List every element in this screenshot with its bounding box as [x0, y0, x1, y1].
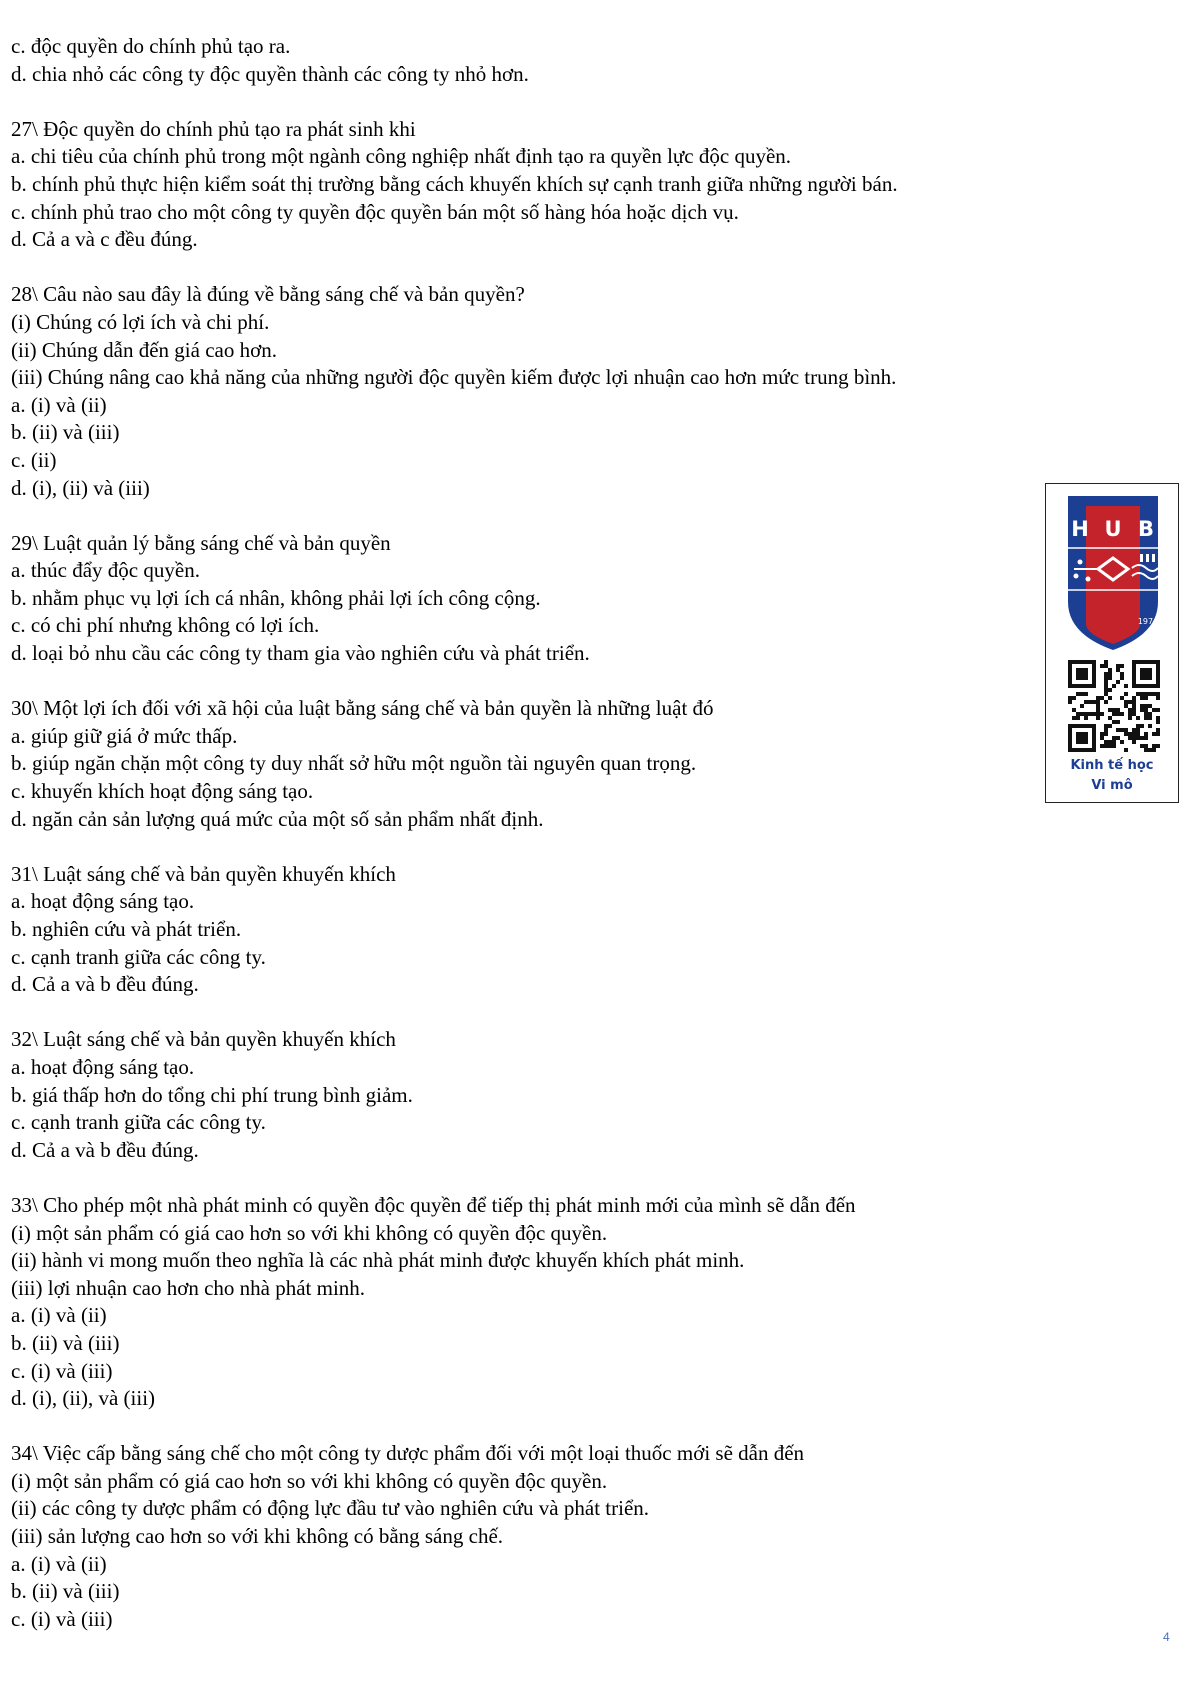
- question-stem: 29\ Luật quản lý bằng sáng chế và bản quyền: [11, 530, 391, 555]
- question-stem: 28\ Câu nào sau đây là đúng về bằng sáng chế và bản quyền?: [11, 282, 525, 307]
- answer-line: a. hoạt động sáng tạo.: [11, 1054, 195, 1079]
- question-stem: 27\ Độc quyền do chính phủ tạo ra phát sinh khi: [11, 116, 416, 141]
- answer-line: d. loại bỏ nhu cầu các công ty tham gia vào nghiên cứu và phát triển.: [11, 641, 590, 666]
- logo-year: 1976: [1137, 617, 1159, 626]
- paragraph-gap: [11, 254, 1051, 282]
- answer-line: d. (i), (ii) và (iii): [11, 475, 150, 500]
- answer-line: b. chính phủ thực hiện kiểm soát thị trường bằng cách khuyến khích sự cạnh tranh giữa những người bán.: [11, 171, 898, 196]
- paragraph-gap: [11, 1164, 1051, 1192]
- page-number: 4: [1163, 1630, 1170, 1644]
- answer-line: b. nhằm phục vụ lợi ích cá nhân, không phải lợi ích công cộng.: [11, 585, 541, 610]
- answer-line: (ii) các công ty dược phẩm có động lực đầu tư vào nghiên cứu và phát triển.: [11, 1496, 650, 1521]
- question-stem: 33\ Cho phép một nhà phát minh có quyền độc quyền để tiếp thị phát minh mới của mình sẽ dẫn đến: [11, 1192, 856, 1217]
- answer-line: c. (i) và (iii): [11, 1358, 113, 1383]
- logo-letter-b: B: [1137, 517, 1155, 541]
- answer-line: b. (ii) và (iii): [11, 420, 120, 445]
- paragraph-gap: [11, 88, 1051, 116]
- answer-line: (i) một sản phẩm có giá cao hơn so với khi không có quyền độc quyền.: [11, 1220, 608, 1245]
- answer-line: d. Cả a và c đều đúng.: [11, 227, 198, 252]
- badge-caption-title: Kinh tế học: [1070, 758, 1154, 773]
- answer-line: b. giúp ngăn chặn một công ty duy nhất sở hữu một nguồn tài nguyên quan trọng.: [11, 751, 697, 776]
- answer-line: b. nghiên cứu và phát triển.: [11, 917, 242, 941]
- question-stem: 31\ Luật sáng chế và bản quyền khuyến khích: [11, 861, 396, 886]
- document-body: [11, 33, 1051, 1633]
- answer-line: (i) một sản phẩm có giá cao hơn so với khi không có quyền độc quyền.: [11, 1468, 608, 1493]
- answer-line: d. ngăn cản sản lượng quá mức của một số sản phẩm nhất định.: [11, 806, 544, 831]
- answer-line: a. giúp giữ giá ở mức thấp.: [11, 723, 238, 748]
- answer-line: a. (i) và (ii): [11, 1551, 107, 1576]
- answer-line: (ii) Chúng dẫn đến giá cao hơn.: [11, 337, 277, 362]
- answer-line: b. (ii) và (iii): [11, 1579, 120, 1604]
- answer-line: d. (i), (ii), và (iii): [11, 1386, 156, 1411]
- answer-line: (i) Chúng có lợi ích và chi phí.: [11, 309, 270, 334]
- badge-caption-subtitle: Vi mô: [1091, 778, 1133, 793]
- question-stem: 34\ Việc cấp bằng sáng chế cho một công ty dược phẩm đối với một loại thuốc mới sẽ dẫn đến: [11, 1441, 805, 1466]
- question-stem: 30\ Một lợi ích đối với xã hội của luật bằng sáng chế và bản quyền là những luật đó: [11, 696, 714, 721]
- answer-line: c. cạnh tranh giữa các công ty.: [11, 944, 266, 969]
- answer-line: c. khuyến khích hoạt động sáng tạo.: [11, 779, 314, 804]
- answer-line: c. cạnh tranh giữa các công ty.: [11, 1110, 266, 1135]
- answer-line: b. giá thấp hơn do tổng chi phí trung bình giảm.: [11, 1082, 413, 1107]
- answer-line: (iii) Chúng nâng cao khả năng của những người độc quyền kiếm được lợi nhuận cao hơn mức trung bình.: [11, 365, 897, 390]
- answer-line: c. có chi phí nhưng không có lợi ích.: [11, 613, 320, 638]
- hub-logo-graphic: [1046, 484, 1180, 804]
- paragraph-gap: [11, 502, 1051, 530]
- answer-line: (iii) lợi nhuận cao hơn cho nhà phát minh.: [11, 1275, 366, 1300]
- answer-line: (ii) hành vi mong muốn theo nghĩa là các nhà phát minh được khuyến khích phát minh.: [11, 1248, 745, 1273]
- answer-line: c. độc quyền do chính phủ tạo ra.: [11, 34, 291, 58]
- answer-line: c. (ii): [11, 447, 57, 472]
- answer-line: a. thúc đẩy độc quyền.: [11, 558, 200, 583]
- hub-badge: [1045, 483, 1179, 803]
- paragraph-gap: [11, 833, 1051, 861]
- answer-line: d. Cả a và b đều đúng.: [11, 1137, 199, 1162]
- answer-line: a. (i) và (ii): [11, 392, 107, 417]
- logo-letter-u: U: [1104, 517, 1122, 541]
- answer-line: d. Cả a và b đều đúng.: [11, 972, 199, 997]
- answer-line: b. (ii) và (iii): [11, 1330, 120, 1355]
- answer-line: c. (i) và (iii): [11, 1606, 113, 1631]
- answer-line: a. chi tiêu của chính phủ trong một ngành công nghiệp nhất định tạo ra quyền lực độc quyền.: [11, 144, 792, 169]
- qr-code-icon: [1068, 660, 1160, 752]
- paragraph-gap: [11, 668, 1051, 696]
- paragraph-gap: [11, 1413, 1051, 1441]
- paragraph-gap: [11, 999, 1051, 1027]
- question-stem: 32\ Luật sáng chế và bản quyền khuyến khích: [11, 1027, 396, 1052]
- answer-line: a. (i) và (ii): [11, 1303, 107, 1328]
- answer-line: (iii) sản lượng cao hơn so với khi không có bằng sáng chế.: [11, 1524, 504, 1549]
- answer-line: d. chia nhỏ các công ty độc quyền thành các công ty nhỏ hơn.: [11, 61, 529, 86]
- logo-letter-h: H: [1071, 517, 1089, 541]
- answer-line: c. chính phủ trao cho một công ty quyền độc quyền bán một số hàng hóa hoặc dịch vụ.: [11, 199, 739, 224]
- answer-line: a. hoạt động sáng tạo.: [11, 889, 195, 914]
